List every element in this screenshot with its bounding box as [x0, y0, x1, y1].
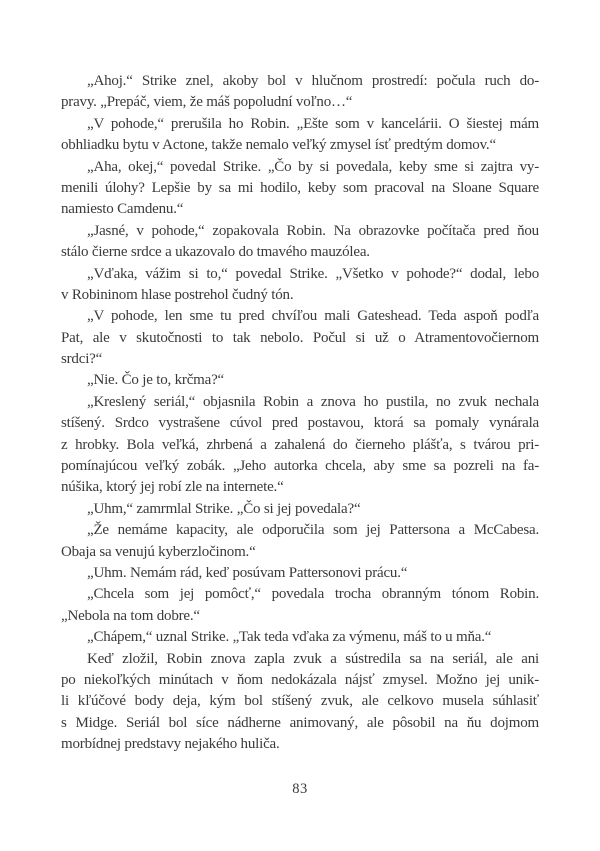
text-line: „Kreslený seriál,“ objasnila Robin a znova ho pustila, no zvuk nechala	[87, 393, 539, 410]
text-line: „V pohode,“ prerušila ho Robin. „Ešte som v kancelárii. O šiestej mám	[87, 115, 539, 132]
paragraph	[61, 264, 539, 307]
text-line: srdci?“	[61, 351, 103, 368]
text-line: li kľúčové body deja, kým bol stíšený zvuk, ale celkovo musela súhlasiť	[61, 693, 539, 710]
paragraph	[61, 370, 539, 391]
text-line: „Vďaka, vážim si to,“ povedal Strike. „Všetko v pohode?“ dodal, lebo	[87, 265, 539, 282]
text-line: stálo čierne srdce a ukazovalo do tmavého mauzólea.	[61, 244, 370, 261]
text-line: namiesto Camdenu.“	[61, 201, 184, 218]
text-line: „V pohode, len sme tu pred chvíľou mali Gateshead. Teda aspoň podľa	[87, 308, 539, 325]
paragraph	[61, 584, 539, 627]
text-line: „Uhm. Nemám rád, keď posúvam Pattersonovi prácu.“	[87, 564, 408, 581]
text-line: pomínajúcou veľký zobák. „Jeho autorka chcela, aby sme sa pozreli na fa-	[61, 458, 539, 475]
paragraph	[61, 221, 539, 264]
text-line: po niekoľkých minútach v ňom nedokázala nájsť zmysel. Možno jej unik-	[61, 671, 539, 688]
text-line: morbídnej predstavy nejakého huliča.	[61, 736, 280, 753]
text-line: „Aha, okej,“ povedal Strike. „Čo by si povedala, keby sme si zajtra vy-	[87, 158, 539, 175]
paragraph	[61, 114, 539, 157]
text-line: stíšený. Srdco vystrašene cúvol pred postavou, ktorá sa pomaly vynárala	[61, 415, 539, 432]
text-line: z hrobky. Bola veľká, zhrbená a zahalená do čierneho plášťa, s tvárou pri-	[61, 436, 539, 453]
text-line: „Že nemáme kapacity, ale odporučila som jej Pattersona a McCabesa.	[87, 522, 539, 539]
paragraph	[61, 499, 539, 520]
text-line: „Jasné, v pohode,“ zopakovala Robin. Na obrazovke počítača pred ňou	[87, 222, 539, 239]
page-number: 83	[292, 781, 308, 797]
text-line: „Nebola na tom dobre.“	[61, 607, 200, 624]
text-line: „Chcela som jej pomôcť,“ povedala trocha obranným tónom Robin.	[87, 586, 539, 603]
text-line: „Ahoj.“ Strike znel, akoby bol v hlučnom prostredí: počula ruch do-	[87, 73, 539, 89]
text-line: „Uhm,“ zamrmlal Strike. „Čo si jej povedala?“	[87, 500, 361, 517]
text-line: menili úlohy? Lepšie by sa mi hodilo, keby som pracoval na Sloane Square	[61, 179, 539, 196]
text-line: „Nie. Čo je to, krčma?“	[87, 372, 225, 389]
text-line: v Robininom hlase postrehol čudný tón.	[61, 286, 294, 303]
paragraph	[61, 627, 539, 648]
paragraph	[61, 306, 539, 370]
text-line: Pat, ale v skutočnosti to tak nebolo. Počul si už o Atramentovočiernom	[61, 329, 539, 346]
text-line: s Midge. Seriál bol síce nádherne animovaný, ale pôsobil na ňu dojmom	[61, 714, 539, 731]
text-line: Keď zložil, Robin znova zapla zvuk a sústredila sa na seriál, ale ani	[87, 650, 539, 667]
paragraph	[61, 520, 539, 563]
text-line: „Chápem,“ uznal Strike. „Tak teda vďaka za výmenu, máš to u mňa.“	[87, 629, 492, 646]
book-page-text	[61, 71, 539, 756]
text-line: núšika, ktorý jej robí zle na internete.“	[61, 479, 284, 496]
paragraph	[61, 563, 539, 584]
text-line: obhliadku bytu v Actone, takže nemalo veľký zmysel ísť predtým domov.“	[61, 137, 496, 154]
paragraph	[61, 392, 539, 499]
paragraph	[61, 71, 539, 114]
text-line: Obaja sa venujú kyberzločinom.“	[61, 543, 256, 560]
paragraph	[61, 649, 539, 756]
text-line: pravy. „Prepáč, viem, že máš popoludní voľno…“	[61, 94, 353, 111]
paragraph	[61, 157, 539, 221]
